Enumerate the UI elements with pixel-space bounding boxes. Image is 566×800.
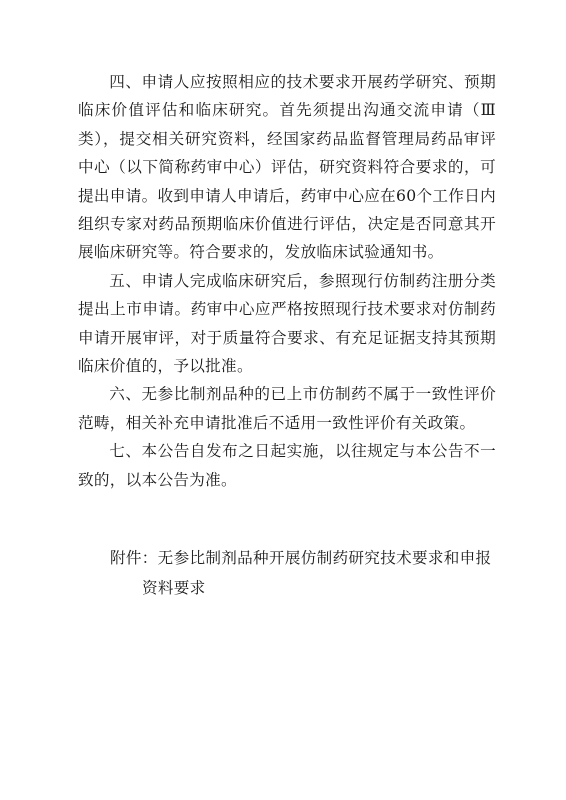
attachment-title-line1: 附件：无参比制剂品种开展仿制药研究技术要求和申报 <box>110 549 492 567</box>
paragraph-seven: 七、本公告自发布之日起实施，以往规定与本公告不一致的，以本公告为准。 <box>78 442 496 489</box>
attachment-note <box>110 543 520 603</box>
paragraph-five: 五、申请人完成临床研究后，参照现行仿制药注册分类提出上市申请。药审中心应严格按照现行技术要求对仿制药申请开展审评，对于质量符合要求、有充足证据支持其预期临床价值的，予以批准。 <box>78 271 496 376</box>
paragraph-six: 六、无参比制剂品种的已上市仿制药不属于一致性评价范畴，相关补充申请批准后不适用一致性评价有关政策。 <box>78 385 496 432</box>
document-body <box>78 68 496 494</box>
attachment-title-line2: 资料要求 <box>142 579 206 597</box>
paragraph-four: 四、申请人应按照相应的技术要求开展药学研究、预期临床价值评估和临床研究。首先须提出沟通交流申请（Ⅲ类），提交相关研究资料，经国家药品监督管理局药品审评中心（以下简称药审中心）评估，研究资料符合要求的，可提出申请。收到申请人申请后，药审中心应在60个工作日内组织专家对药品预期临床价值进行评估，决定是否同意其开展临床研究等。符合要求的，发放临床试验通知书。 <box>78 73 496 262</box>
